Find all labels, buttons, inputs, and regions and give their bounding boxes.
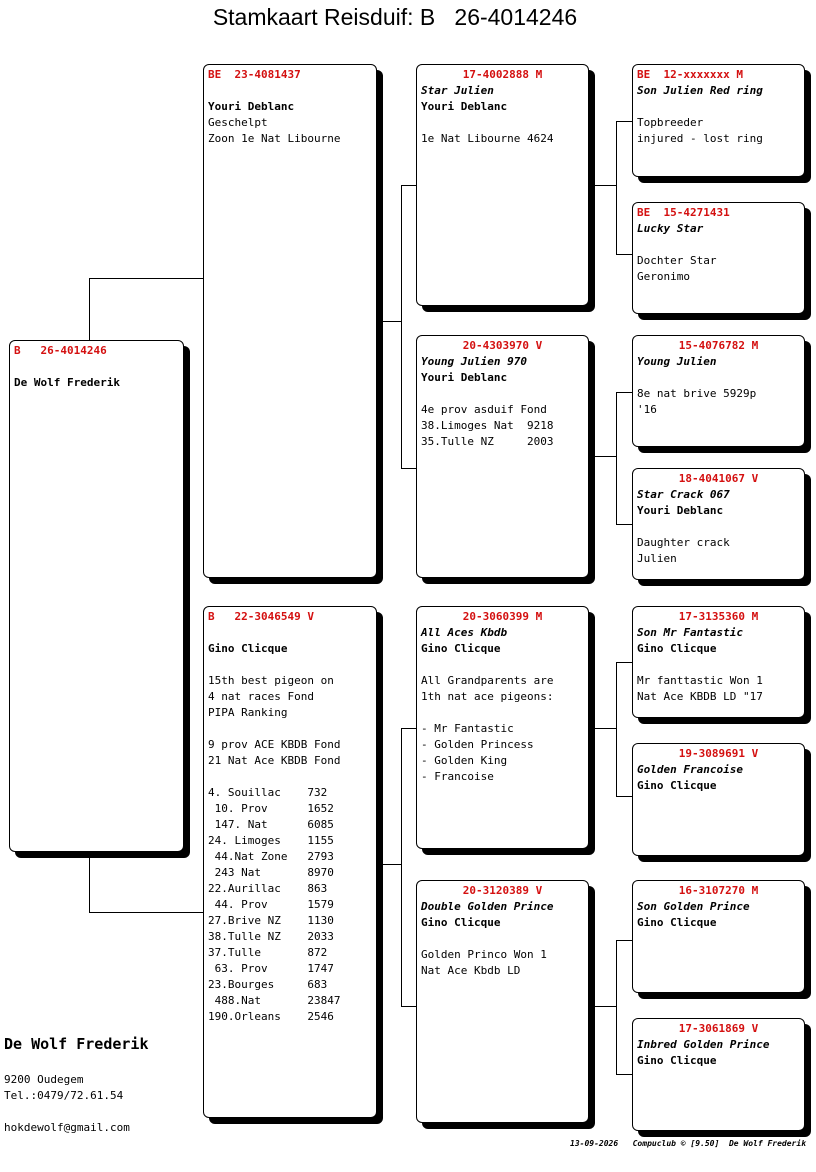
- breeder-name: Youri Deblanc: [637, 504, 724, 517]
- card-line: - Francoise: [421, 770, 494, 783]
- card-line: - Golden King: [421, 754, 508, 767]
- card-line: 22.Aurillac 863: [208, 882, 328, 895]
- ring-number: 17-3135360 M: [678, 610, 759, 623]
- owner-email[interactable]: hokdewolf@gmail.com: [4, 1121, 130, 1134]
- card-line: - Golden Princess: [421, 738, 534, 751]
- card-line: 27.Brive NZ 1130: [208, 914, 334, 927]
- ring-number: 20-3120389 V: [462, 884, 543, 897]
- ring-number: BE 15-4271431: [637, 206, 730, 219]
- card-line: 190.Orleans 2546: [208, 1010, 334, 1023]
- connector: [89, 278, 90, 340]
- breeder-name: Youri Deblanc: [421, 100, 508, 113]
- card-line: 1e Nat Libourne 4624: [421, 132, 554, 145]
- connector: [616, 254, 632, 255]
- pedigree-card-mff[interactable]: [632, 606, 805, 718]
- ring-number: 17-3061869 V: [678, 1022, 759, 1035]
- breeder-name: Gino Clicque: [421, 642, 501, 655]
- card-line: - Mr Fantastic: [421, 722, 514, 735]
- card-line: 488.Nat 23847: [208, 994, 341, 1007]
- card-line: 44. Prov 1579: [208, 898, 334, 911]
- pedigree-card-mmf[interactable]: [632, 880, 805, 993]
- pigeon-name: Star Julien: [421, 84, 494, 97]
- connector: [377, 864, 401, 865]
- ring-number: BE 12-xxxxxxx M: [637, 68, 743, 81]
- connector: [401, 468, 416, 469]
- ring-number: 20-4303970 V: [462, 339, 543, 352]
- card-line: Julien: [637, 552, 677, 565]
- card-line: Nat Ace Kbdb LD: [421, 964, 521, 977]
- card-line: Daughter crack: [637, 536, 730, 549]
- breeder-name: De Wolf Frederik: [14, 376, 120, 389]
- pigeon-name: Lucky Star: [637, 222, 704, 235]
- ring-number: B 22-3046549 V: [208, 610, 314, 623]
- connector: [401, 185, 402, 468]
- card-line: 8e nat brive 5929p: [637, 387, 757, 400]
- connector: [89, 278, 203, 279]
- owner-phone: Tel.:0479/72.61.54: [4, 1089, 124, 1102]
- card-line: 4 nat races Fond: [208, 690, 314, 703]
- connector: [616, 392, 632, 393]
- print-stamp: 13-09-2026 Compuclub © [9.50] De Wolf Frederik: [570, 1139, 807, 1148]
- pigeon-name: Star Crack 067: [637, 488, 730, 501]
- ring-number: BE 23-4081437: [208, 68, 301, 81]
- connector: [589, 1006, 616, 1007]
- connector: [377, 321, 401, 322]
- card-line: injured - lost ring: [637, 132, 763, 145]
- card-line: 24. Limoges 1155: [208, 834, 334, 847]
- pedigree-card-mother[interactable]: [203, 606, 377, 1118]
- breeder-name: Gino Clicque: [637, 1054, 717, 1067]
- pigeon-name: Young Julien: [637, 355, 717, 368]
- connector: [616, 796, 632, 797]
- connector: [616, 662, 632, 663]
- card-line: 38.Limoges Nat 9218: [421, 419, 554, 432]
- pigeon-name: Son Mr Fantastic: [637, 626, 743, 639]
- card-line: 15th best pigeon on: [208, 674, 334, 687]
- card-line: 23.Bourges 683: [208, 978, 328, 991]
- card-line: 37.Tulle 872: [208, 946, 328, 959]
- pigeon-name: Inbred Golden Prince: [637, 1038, 770, 1051]
- connector: [616, 121, 632, 122]
- ring-number: B 26-4014246: [14, 344, 107, 357]
- connector: [589, 728, 616, 729]
- card-line: 35.Tulle NZ 2003: [421, 435, 554, 448]
- owner-contact: [4, 1034, 149, 1136]
- card-line: Nat Ace KBDB LD "17: [637, 690, 763, 703]
- card-line: Geronimo: [637, 270, 690, 283]
- card-line: '16: [637, 403, 657, 416]
- pigeon-name: Golden Francoise: [637, 763, 743, 776]
- card-line: Zoon 1e Nat Libourne: [208, 132, 341, 145]
- breeder-name: Gino Clicque: [637, 779, 717, 792]
- pedigree-card-mf[interactable]: [416, 606, 589, 849]
- card-line: 4e prov asduif Fond: [421, 403, 547, 416]
- connector: [89, 912, 203, 913]
- ring-number: 17-4002888 M: [462, 68, 543, 81]
- breeder-name: Gino Clicque: [208, 642, 288, 655]
- connector: [616, 940, 632, 941]
- card-line: All Grandparents are: [421, 674, 554, 687]
- connector: [616, 1074, 632, 1075]
- pedigree-card-fmm[interactable]: [632, 468, 805, 580]
- card-line: 147. Nat 6085: [208, 818, 334, 831]
- connector: [89, 852, 90, 912]
- ring-number: 18-4041067 V: [678, 472, 759, 485]
- connector: [616, 662, 617, 796]
- pedigree-card-ffm[interactable]: [632, 202, 805, 314]
- ring-number: 19-3089691 V: [678, 747, 759, 760]
- pedigree-card-mfm[interactable]: [632, 743, 805, 856]
- owner-address: 9200 Oudegem: [4, 1073, 84, 1086]
- pedigree-card-mm[interactable]: [416, 880, 589, 1123]
- breeder-name: Gino Clicque: [637, 642, 717, 655]
- pedigree-card-mmm[interactable]: [632, 1018, 805, 1131]
- breeder-name: Gino Clicque: [637, 916, 717, 929]
- pedigree-card-fm[interactable]: [416, 335, 589, 578]
- card-line: 1th nat ace pigeons:: [421, 690, 554, 703]
- connector: [616, 121, 617, 254]
- connector: [589, 185, 616, 186]
- card-line: 9 prov ACE KBDB Fond: [208, 738, 341, 751]
- card-line: PIPA Ranking: [208, 706, 288, 719]
- pigeon-name: Double Golden Prince: [421, 900, 554, 913]
- card-line: 4. Souillac 732: [208, 786, 328, 799]
- ring-number: 15-4076782 M: [678, 339, 759, 352]
- card-line: 21 Nat Ace KBDB Fond: [208, 754, 341, 767]
- ring-number: 20-3060399 M: [462, 610, 543, 623]
- page-title: Stamkaart Reisduif: B 26-4014246: [212, 4, 578, 30]
- connector: [589, 456, 616, 457]
- connector: [401, 728, 402, 1006]
- connector: [401, 1006, 416, 1007]
- ring-number: 16-3107270 M: [678, 884, 759, 897]
- card-line: Mr fanttastic Won 1: [637, 674, 763, 687]
- owner-name: De Wolf Frederik: [4, 1035, 149, 1053]
- card-line: Dochter Star: [637, 254, 717, 267]
- pedigree-card-fff[interactable]: [632, 64, 805, 177]
- pedigree-card-subject[interactable]: [9, 340, 184, 852]
- connector: [616, 940, 617, 1074]
- card-line: 44.Nat Zone 2793: [208, 850, 334, 863]
- pedigree-card-ff[interactable]: [416, 64, 589, 306]
- connector: [616, 524, 632, 525]
- card-line: Geschelpt: [208, 116, 268, 129]
- pigeon-name: Son Julien Red ring: [637, 84, 763, 97]
- card-line: 243 Nat 8970: [208, 866, 334, 879]
- card-line: Topbreeder: [637, 116, 704, 129]
- pigeon-name: All Aces Kbdb: [421, 626, 508, 639]
- card-line: Golden Princo Won 1: [421, 948, 547, 961]
- pedigree-card-father[interactable]: [203, 64, 377, 578]
- connector: [401, 728, 416, 729]
- breeder-name: Youri Deblanc: [421, 371, 508, 384]
- card-line: 63. Prov 1747: [208, 962, 334, 975]
- pigeon-name: Son Golden Prince: [637, 900, 750, 913]
- connector: [616, 392, 617, 524]
- breeder-name: Youri Deblanc: [208, 100, 295, 113]
- card-line: 10. Prov 1652: [208, 802, 334, 815]
- breeder-name: Gino Clicque: [421, 916, 501, 929]
- card-line: 38.Tulle NZ 2033: [208, 930, 334, 943]
- pigeon-name: Young Julien 970: [421, 355, 527, 368]
- connector: [401, 185, 416, 186]
- pedigree-card-fmf[interactable]: [632, 335, 805, 447]
